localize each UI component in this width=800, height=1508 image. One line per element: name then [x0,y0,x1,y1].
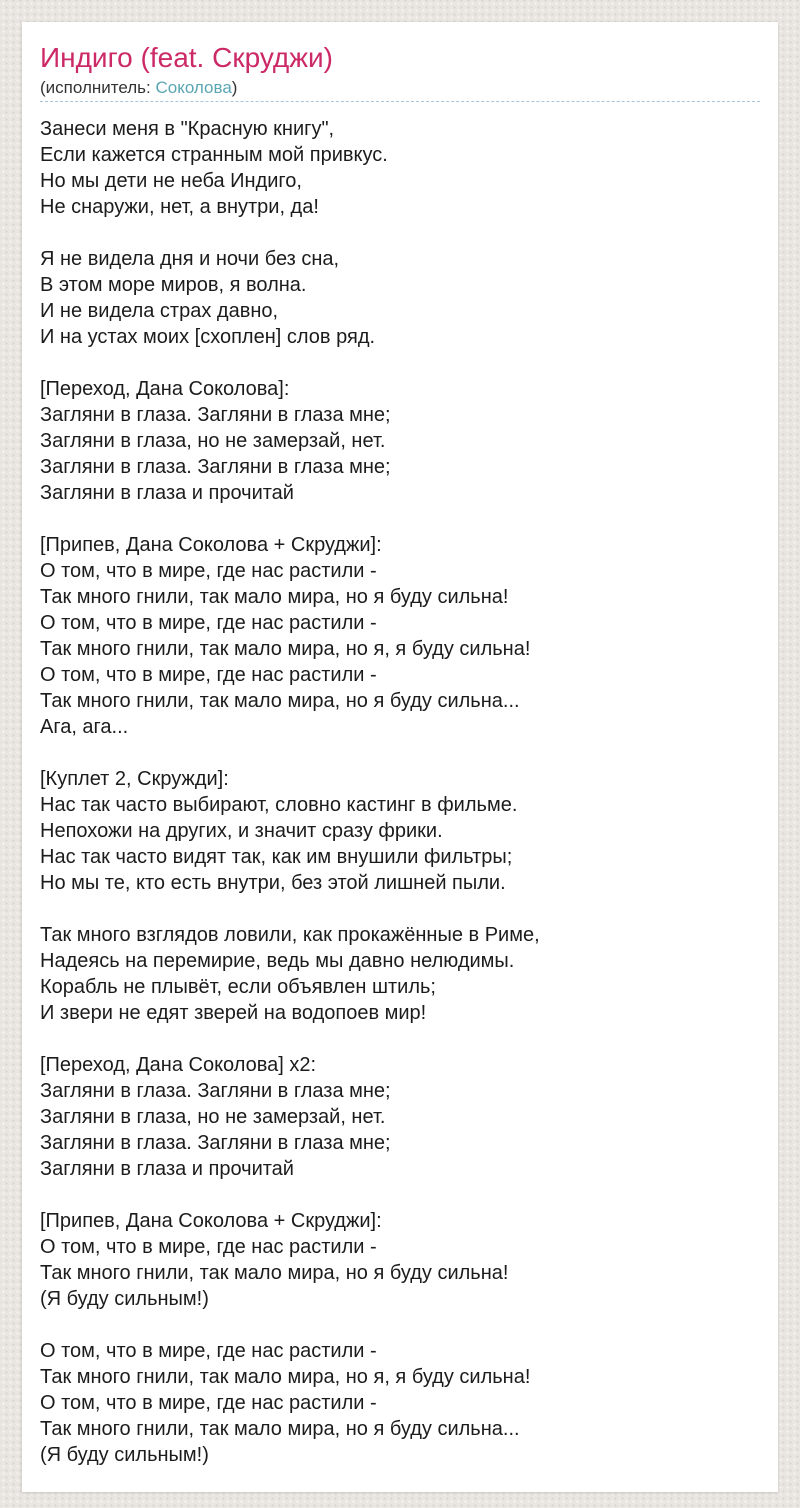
lyrics-line: Непохожи на других, и значит сразу фрики. [40,820,443,843]
artist-label: (исполнитель: [40,78,156,98]
lyrics-line: [Припев, Дана Соколова + Скруджи]: [40,1210,382,1233]
lyrics-line: О том, что в мире, где нас растили - [40,612,377,635]
song-title: Индиго (feat. Скруджи) [40,42,333,73]
stanza [40,766,760,896]
lyrics-line: Нас так часто видят так, как им внушили фильтры; [40,846,513,869]
lyrics-line: Так много гнили, так мало мира, но я буду сильна! [40,586,509,609]
lyrics-line: В этом море миров, я волна. [40,274,307,297]
artist-line-suffix: ) [231,78,238,98]
stanza [40,1208,760,1312]
lyrics-line: Надеясь на перемирие, ведь мы давно нелюдимы. [40,950,515,973]
lyrics-line: О том, что в мире, где нас растили - [40,664,377,687]
song-header [40,42,760,102]
lyrics-line: О том, что в мире, где нас растили - [40,1236,377,1259]
lyrics-line: И звери не едят зверей на водопоев мир! [40,1002,427,1025]
lyrics-line: Не снаружи, нет, а внутри, да! [40,196,319,219]
lyrics-line: Загляни в глаза. Загляни в глаза мне; [40,456,391,479]
lyrics-line: [Переход, Дана Соколова] x2: [40,1054,317,1077]
lyrics-line: (Я буду сильным!) [40,1444,209,1467]
lyrics-line: Но мы дети не неба Индиго, [40,170,302,193]
lyrics-line: Загляни в глаза. Загляни в глаза мне; [40,1132,391,1155]
lyrics-line: Загляни в глаза. Загляни в глаза мне; [40,404,391,427]
lyrics-line: Ага, ага... [40,716,129,739]
lyrics-line: Я не видела дня и ночи без сна, [40,248,340,271]
lyrics-line: О том, что в мире, где нас растили - [40,1340,377,1363]
artist-link[interactable]: Соколова [155,78,232,98]
lyrics-line: Загляни в глаза. Загляни в глаза мне; [40,1080,391,1103]
stanza [40,1052,760,1182]
stanza [40,246,760,350]
lyrics-line: Загляни в глаза и прочитай [40,482,294,505]
stanza [40,922,760,1026]
lyrics-line: Так много гнили, так мало мира, но я буду сильна! [40,1262,509,1285]
stanza [40,376,760,506]
lyrics-line: Так много гнили, так мало мира, но я буду сильна... [40,1418,520,1441]
lyrics-line: [Куплет 2, Скружди]: [40,768,229,791]
lyrics-line: Но мы те, кто есть внутри, без этой лишней пыли. [40,872,506,895]
lyrics-text [40,116,760,1468]
lyrics-line: Загляни в глаза и прочитай [40,1158,294,1181]
lyrics-line: Так много гнили, так мало мира, но я, я буду сильна! [40,1366,531,1389]
lyrics-line: (Я буду сильным!) [40,1288,209,1311]
lyrics-line: Занеси меня в "Красную книгу", [40,118,335,141]
artist-line [40,77,760,98]
lyrics-line: Корабль не плывёт, если объявлен штиль; [40,976,436,999]
stanza [40,116,760,220]
lyrics-line: Так много взглядов ловили, как прокажённые в Риме, [40,924,540,947]
lyrics-line: [Припев, Дана Соколова + Скруджи]: [40,534,382,557]
lyrics-line: О том, что в мире, где нас растили - [40,560,377,583]
lyrics-line: И не видела страх давно, [40,300,279,323]
lyrics-line: О том, что в мире, где нас растили - [40,1392,377,1415]
lyrics-line: И на устах моих [схоплен] слов ряд. [40,326,376,349]
lyrics-line: Загляни в глаза, но не замерзай, нет. [40,1106,386,1129]
lyrics-line: Так много гнили, так мало мира, но я, я буду сильна! [40,638,531,661]
lyrics-card [22,22,778,1492]
lyrics-line: [Переход, Дана Соколова]: [40,378,290,401]
lyrics-line: Если кажется странным мой привкус. [40,144,388,167]
stanza [40,1338,760,1468]
lyrics-line: Нас так часто выбирают, словно кастинг в фильме. [40,794,518,817]
lyrics-line: Так много гнили, так мало мира, но я буду сильна... [40,690,520,713]
lyrics-line: Загляни в глаза, но не замерзай, нет. [40,430,386,453]
stanza [40,532,760,740]
